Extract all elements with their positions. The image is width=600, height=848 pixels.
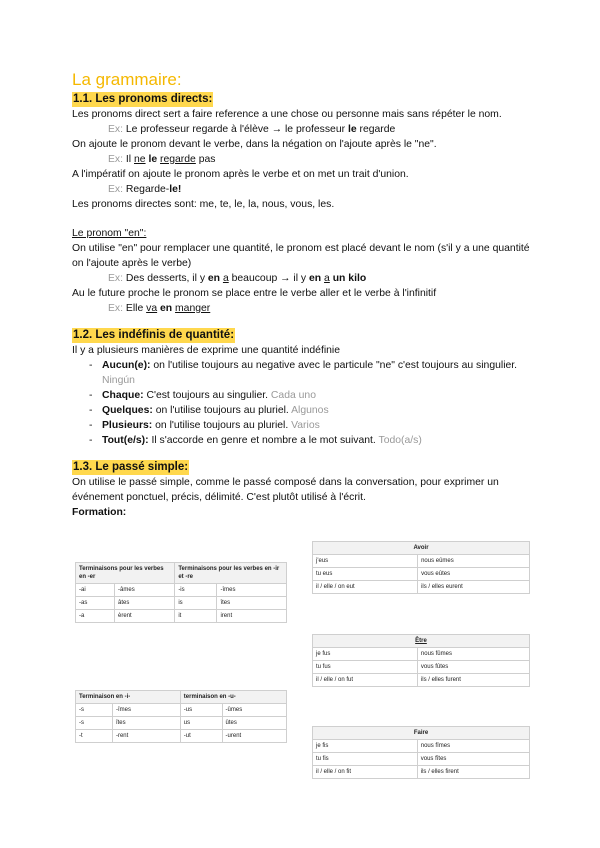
table-row: tu eus vous eûtes xyxy=(313,568,530,581)
list-item: - Quelques: on l'utilise toujours au pluriel. Algunos xyxy=(92,403,532,418)
table-header: Terminaison en -i- xyxy=(76,691,181,704)
paragraph: Il y a plusieurs manières de exprime une quantité indéfinie xyxy=(72,345,341,356)
table-row: -as âtes is îtes xyxy=(76,597,287,610)
subheading-pronom-en: Le pronom "en": xyxy=(72,228,147,239)
table-row: il / elle / on fut ils / elles furent xyxy=(313,674,530,687)
table-row: -s îtes us ûtes xyxy=(76,717,287,730)
section-heading-indefinis: 1.2. Les indéfinis de quantité: xyxy=(73,329,235,341)
table-header: Terminaisons pour les verbes en -er xyxy=(76,563,175,584)
table-row: -t -rent -ut -urent xyxy=(76,730,287,743)
table-header: Terminaisons pour les verbes en -ir et -re xyxy=(175,563,287,584)
table-row: -a èrent it irent xyxy=(76,610,287,623)
formation-label: Formation: xyxy=(72,507,127,518)
paragraph: On utilise le passé simple, comme le passé composé dans la conversation, pour exprimer un événement ponctuel, précis, délimité. C'est plutôt utilisé à l'écrit. xyxy=(72,477,499,503)
table-row: j'eus nous eûmes xyxy=(313,555,530,568)
list-item: - Plusieurs: on l'utilise toujours au pluriel. Varios xyxy=(92,418,532,433)
table-header: terminaison en -u- xyxy=(180,691,286,704)
table-row: je fus nous fûmes xyxy=(313,648,530,661)
example-line: Ex: Elle va en manger xyxy=(108,303,211,314)
endings-table-i-u xyxy=(75,690,287,743)
endings-table-er-ir xyxy=(75,562,287,623)
paragraph: On utilise "en" pour remplacer une quantité, le pronom est placé devant le nom (s'il y a une quantité on l'ajoute après le verbe) xyxy=(72,243,530,269)
document-body xyxy=(72,70,532,520)
list-item: - Chaque: C'est toujours au singulier. Cada uno xyxy=(92,388,532,403)
table-row: -ai -âmes -is -îmes xyxy=(76,584,287,597)
conjugation-table-faire xyxy=(312,726,530,779)
paragraph: A l'impératif on ajoute le pronom après le verbe et on met un trait d'union. xyxy=(72,169,409,180)
paragraph: Au le future proche le pronom se place entre le verbe aller et le verbe à l'infinitif xyxy=(72,288,437,299)
list-item: - Aucun(e): on l'utilise toujours au negative avec le particule "ne" c'est toujours au singulier. Ningún xyxy=(92,358,532,388)
section-heading-pronoms: 1.1. Les pronoms directs: xyxy=(73,93,213,105)
paragraph: Les pronoms directes sont: me, te, le, la, nous, vous, les. xyxy=(72,199,335,210)
conjugation-table-avoir xyxy=(312,541,530,594)
list-item: - Tout(e/s): Il s'accorde en genre et nombre a le mot suivant. Todo(a/s) xyxy=(92,433,532,448)
table-title: Faire xyxy=(313,727,530,740)
table-title: Avoir xyxy=(313,542,530,555)
example-line: Ex: Le professeur regarde à l'élève → le professeur le regarde xyxy=(108,124,396,135)
table-row: -s -îmes -us -ûmes xyxy=(76,704,287,717)
indefinis-list xyxy=(72,358,532,448)
table-row: il / elle / on fit ils / elles firent xyxy=(313,766,530,779)
page-title: La grammaire: xyxy=(72,70,182,89)
section-heading-passe-simple: 1.3. Le passé simple: xyxy=(73,461,189,473)
table-row: il / elle / on eut ils / elles eurent xyxy=(313,581,530,594)
example-line: Ex: Regarde-le! xyxy=(108,184,182,195)
conjugation-table-etre xyxy=(312,634,530,687)
example-line: Ex: Des desserts, il y en a beaucoup → il y en a un kilo xyxy=(108,273,367,284)
table-title: Être xyxy=(313,635,530,648)
table-row: tu fus vous fûtes xyxy=(313,661,530,674)
example-line: Ex: Il ne le regarde pas xyxy=(108,154,216,165)
table-row: je fis nous fîmes xyxy=(313,740,530,753)
table-row: tu fis vous fîtes xyxy=(313,753,530,766)
paragraph: Les pronoms direct sert a faire reference a une chose ou personne mais sans répéter le nom. xyxy=(72,109,502,120)
paragraph: On ajoute le pronom devant le verbe, dans la négation on l'ajoute après le "ne". xyxy=(72,139,437,150)
